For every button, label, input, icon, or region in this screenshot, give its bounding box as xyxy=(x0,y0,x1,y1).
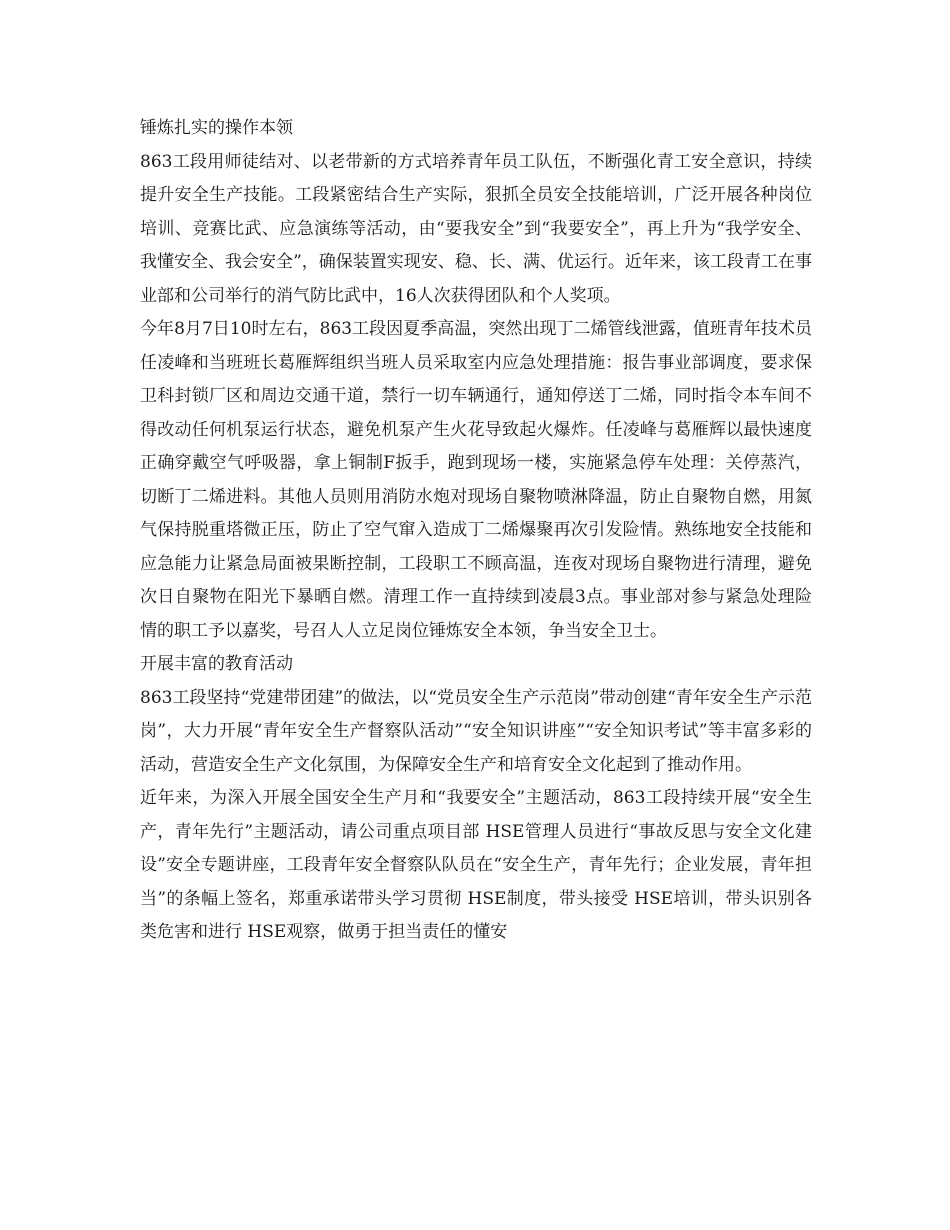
paragraph-party-building: 863工段坚持“党建带团建”的做法，以“党员安全生产示范岗”带动创建“青年安全生产示范岗”，大力开展“青年安全生产督察队活动”“安全知识讲座”“安全知识考试”等丰富多彩的活动，营造安全生产文化氛围，为保障安全生产和培育安全文化起到了推动作用。 xyxy=(140,687,812,775)
section-heading-education-activities: 开展丰富的教育活动 xyxy=(140,654,293,674)
paragraph-emergency-incident: 今年8月7日10时左右，863工段因夏季高温，突然出现丁二烯管线泄露，值班青年技术员任凌峰和当班班长葛雁辉组织当班人员采取室内应急处理措施：报告事业部调度，要求保卫科封锁厂区和周边交通干道，禁行一切车辆通行，通知停送丁二烯，同时指令本车间不得改动任何机泵运行状态，避免机泵产生火花导致起火爆炸。任凌峰与葛雁辉以最快速度正确穿戴空气呼吸器，拿上铜制F扳手，跑到现场一楼，实施紧急停车处理：关停蒸汽，切断丁二烯进料。其他人员则用消防水炮对现场自聚物喷淋降温，防止自聚物自燃，用氮气保持脱重塔微正压，防止了空气窜入造成丁二烯爆聚再次引发险情。熟练地安全技能和应急能力让紧急局面被果断控制，工段职工不顾高温，连夜对现场自聚物进行清理，避免次日自聚物在阳光下暴晒自燃。清理工作一直持续到凌晨3点。事业部对参与紧急处理险情的职工予以嘉奖，号召人人立足岗位锤炼安全本领，争当安全卫士。 xyxy=(140,319,812,641)
paragraph-mentoring: 863工段用师徒结对、以老带新的方式培养青年员工队伍，不断强化青工安全意识，持续提升安全生产技能。工段紧密结合生产实际，狠抓全员安全技能培训，广泛开展各种岗位培训、竞赛比武、应急演练等活动，由“要我安全”到“我要安全”，再上升为“我学安全、我懂安全、我会安全”，确保装置实现安、稳、长、满、优运行。近年来，该工段青工在事业部和公司举行的消气防比武中，16人次获得团队和个人奖项。 xyxy=(140,151,812,306)
document-body xyxy=(140,112,812,950)
paragraph-safety-month: 近年来，为深入开展全国安全生产月和“我要安全”主题活动，863工段持续开展“安全生产，青年先行”主题活动，请公司重点项目部 HSE管理人员进行“事故反思与安全文化建设”安全专题讲座，工段青年安全督察队队员在“安全生产，青年先行；企业发展，青年担当”的条幅上签名，郑重承诺带头学习贯彻 HSE制度，带头接受 HSE培训，带头识别各类危害和进行 HSE观察，做勇于担当责任的懂安 xyxy=(140,788,812,942)
section-heading-operation-skills: 锤炼扎实的操作本领 xyxy=(140,118,293,138)
